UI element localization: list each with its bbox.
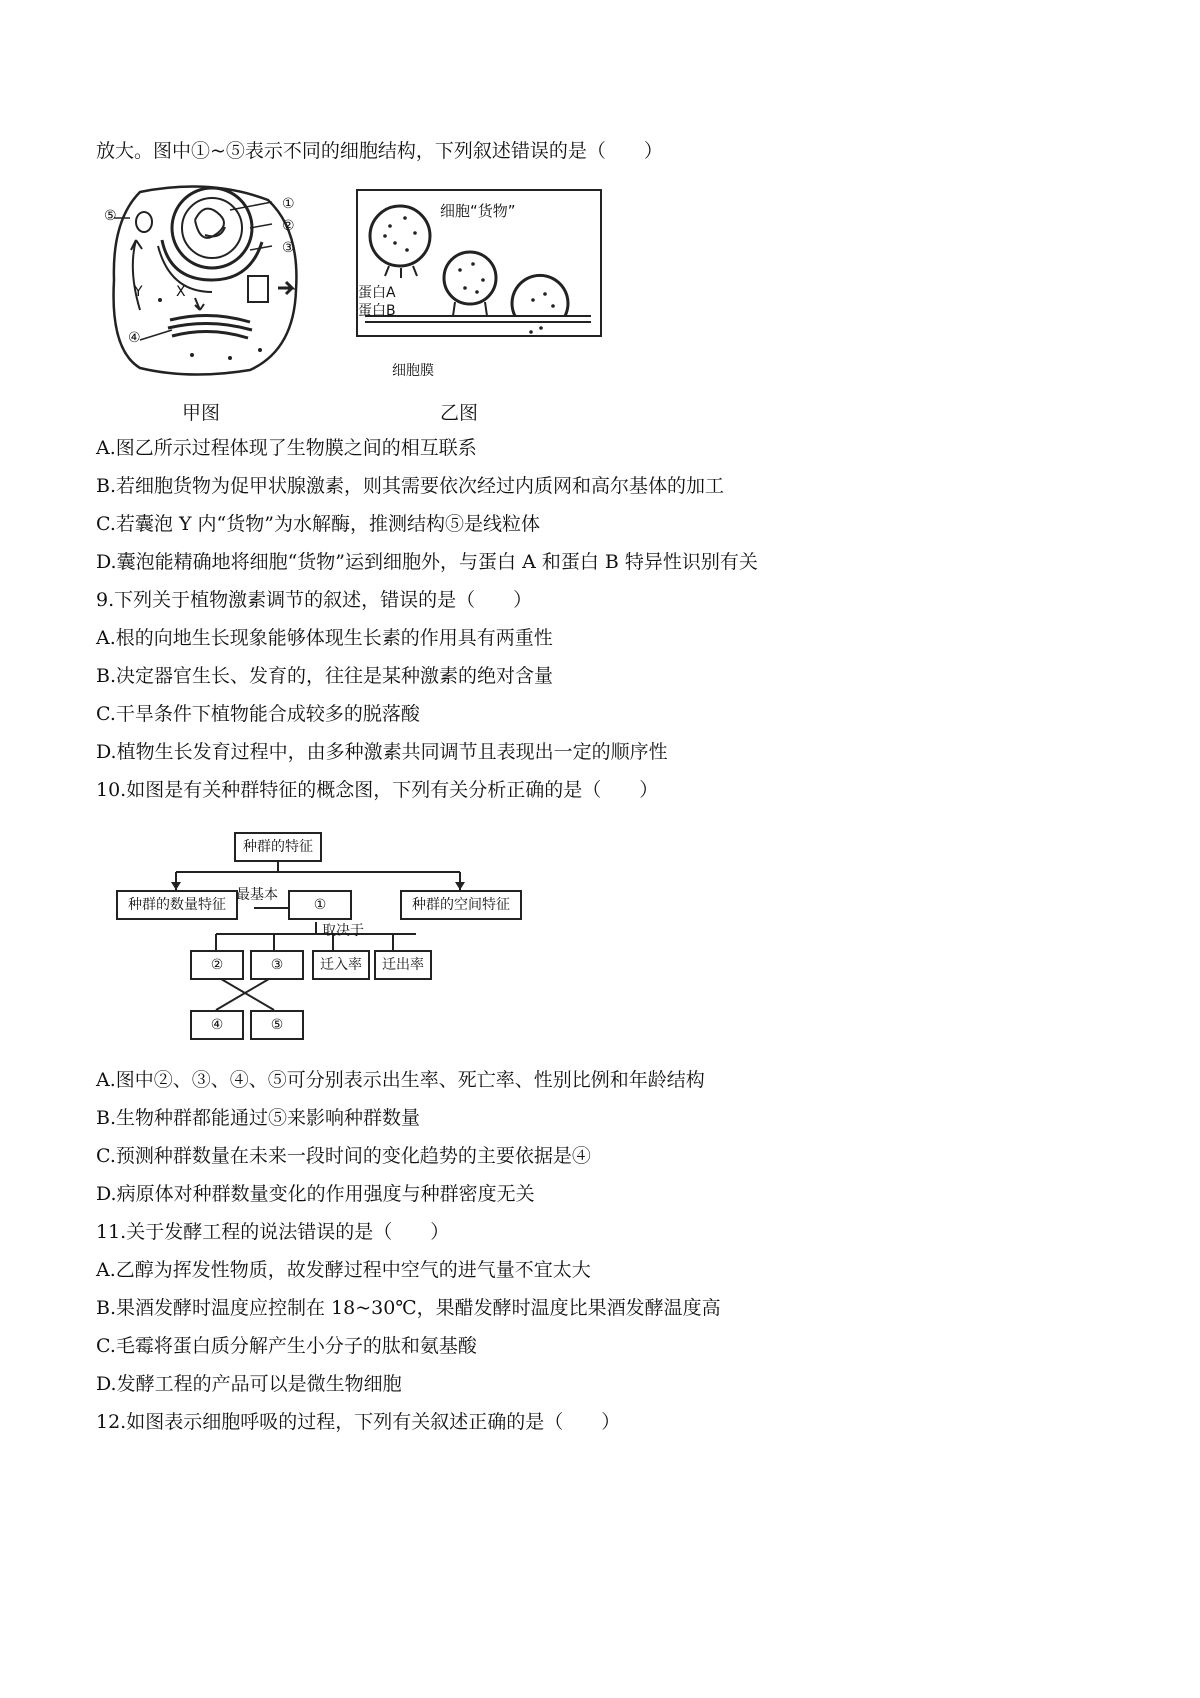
label-most-basic: 最基本 — [236, 887, 278, 903]
q10-option-b: B.生物种群都能通过⑤来影响种群数量 — [96, 1107, 421, 1129]
caption-yi: 乙图 — [440, 402, 479, 424]
label-y: Y — [134, 284, 143, 300]
membrane-label: 细胞膜 — [392, 363, 434, 379]
node-population-features: 种群的特征 — [234, 832, 322, 862]
node-1: ① — [288, 890, 352, 920]
marker-3: ③ — [282, 240, 295, 256]
question-8-stem-end: 放大。图中①~⑤表示不同的细胞结构，下列叙述错误的是（ ） — [96, 140, 663, 162]
q8-option-a: A.图乙所示过程体现了生物膜之间的相互联系 — [96, 437, 477, 459]
q11-option-a: A.乙醇为挥发性物质，故发酵过程中空气的进气量不宜太大 — [96, 1259, 591, 1281]
node-2: ② — [190, 950, 244, 980]
q11-option-c: C.毛霉将蛋白质分解产生小分子的肽和氨基酸 — [96, 1335, 477, 1357]
q9-option-a: A.根的向地生长现象能够体现生长素的作用具有两重性 — [96, 627, 553, 649]
node-4: ④ — [190, 1010, 244, 1040]
q10-option-d: D.病原体对种群数量变化的作用强度与种群密度无关 — [96, 1183, 535, 1205]
question-10: 10.如图是有关种群特征的概念图，下列有关分析正确的是（ ） — [96, 779, 659, 801]
q9-option-c: C.干旱条件下植物能合成较多的脱落酸 — [96, 703, 420, 725]
node-immigration: 迁入率 — [312, 950, 370, 980]
marker-5: ⑤ — [104, 208, 117, 224]
caption-jia: 甲图 — [182, 402, 221, 424]
q9-option-b: B.决定器官生长、发育的，往往是某种激素的绝对含量 — [96, 665, 554, 687]
label-depends-on: 取决于 — [322, 923, 364, 939]
marker-2: ② — [282, 218, 295, 234]
q10-option-c: C.预测种群数量在未来一段时间的变化趋势的主要依据是④ — [96, 1145, 591, 1167]
marker-1: ① — [282, 196, 295, 212]
q10-option-a: A.图中②、③、④、⑤可分别表示出生率、死亡率、性别比例和年龄结构 — [96, 1069, 705, 1091]
q11-option-d: D.发酵工程的产品可以是微生物细胞 — [96, 1373, 402, 1395]
protein-b-label: 蛋白B — [358, 303, 396, 319]
node-5: ⑤ — [250, 1010, 304, 1040]
node-spatial-features: 种群的空间特征 — [400, 890, 522, 920]
q11-option-b: B.果酒发酵时温度应控制在 18~30℃，果醋发酵时温度比果酒发酵温度高 — [96, 1297, 721, 1319]
node-3: ③ — [250, 950, 304, 980]
question-11: 11.关于发酵工程的说法错误的是（ ） — [96, 1221, 450, 1243]
question-12: 12.如图表示细胞呼吸的过程，下列有关叙述正确的是（ ） — [96, 1411, 621, 1433]
node-quantity-features: 种群的数量特征 — [116, 890, 238, 920]
label-x: X — [176, 284, 186, 300]
question-9: 9.下列关于植物激素调节的叙述，错误的是（ ） — [96, 589, 533, 611]
node-emigration: 迁出率 — [374, 950, 432, 980]
q8-option-b: B.若细胞货物为促甲状腺激素，则其需要依次经过内质网和高尔基体的加工 — [96, 475, 725, 497]
cell-diagram-figure — [100, 180, 310, 380]
q8-option-c: C.若囊泡 Y 内“货物”为水解酶，推测结构⑤是线粒体 — [96, 513, 540, 535]
q8-option-d: D.囊泡能精确地将细胞“货物”运到细胞外，与蛋白 A 和蛋白 B 特异性识别有关 — [96, 551, 758, 573]
marker-4: ④ — [128, 330, 141, 346]
protein-a-label: 蛋白A — [358, 285, 396, 301]
q9-option-d: D.植物生长发育过程中，由多种激素共同调节且表现出一定的顺序性 — [96, 741, 668, 763]
cargo-label: 细胞“货物” — [440, 202, 516, 220]
